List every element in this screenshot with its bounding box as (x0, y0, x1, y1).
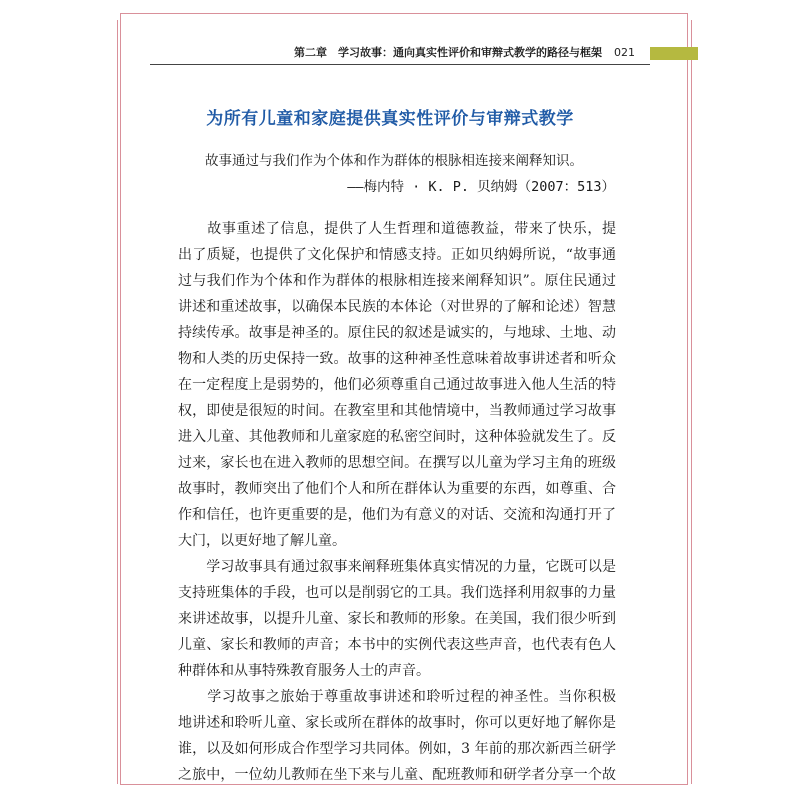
text-line: 过与我们作为个体和作为群体的根脉相连接来阐释知识”。原住民通过 (178, 273, 616, 289)
epigraph-quote: 故事通过与我们作为个体和作为群体的根脉相连接来阐释知识。 (205, 153, 583, 169)
text-line: 谁，以及如何形成合作型学习共同体。例如，3 年前的那次新西兰研学 (178, 741, 616, 757)
chapter-tab-marker (650, 47, 698, 60)
body-text (178, 216, 616, 788)
text-line: 在一定程度上是弱势的，他们必须尊重自己通过故事进入他人生活的特 (178, 377, 616, 393)
section-title: 为所有儿童和家庭提供真实性评价与审辩式教学 (206, 109, 574, 129)
text-line: 故事时，教师突出了他们个人和所在群体认为重要的东西，如尊重、合 (178, 481, 616, 497)
text-line: 大门，以更好地了解儿童。 (178, 533, 346, 549)
text-line: 出了质疑，也提供了文化保护和情感支持。正如贝纳姆所说，“故事通 (178, 247, 616, 263)
epigraph-attribution: ——梅内特 · K. P. 贝纳姆（2007：513） (347, 179, 615, 195)
text-line: 持续传承。故事是神圣的。原住民的叙述是诚实的，与地球、土地、动 (178, 325, 616, 341)
epigraph (205, 148, 615, 200)
paragraph (178, 216, 616, 554)
text-line: 物和人类的历史保持一致。故事的这种神圣性意味着故事讲述者和听众 (178, 351, 616, 367)
text-line: 作和信任，也许更重要的是，他们为有意义的对话、交流和沟通打开了 (178, 507, 616, 523)
text-line: 故事重述了信息，提供了人生哲理和道德教益，带来了快乐，提 (178, 221, 616, 237)
header-rule (150, 64, 650, 65)
text-line: 进入儿童、其他教师和儿童家庭的私密空间时，这种体验就发生了。反 (178, 429, 616, 445)
text-line: 之旅中，一位幼儿教师在坐下来与儿童、配班教师和研学者分享一个故 (178, 767, 616, 783)
page-number: 021 (614, 46, 635, 59)
text-line: 来讲述故事，以提升儿童、家长和教师的形象。在美国，我们很少听到 (178, 611, 616, 627)
text-line: 过来，家长也在进入教师的思想空间。在撰写以儿童为学习主角的班级 (178, 455, 616, 471)
text-line: 种群体和从事特殊教育服务人士的声音。 (178, 663, 430, 679)
running-header (150, 43, 635, 63)
text-line: 支持班集体的手段，也可以是削弱它的工具。我们选择利用叙事的力量 (178, 585, 616, 601)
paragraph (178, 554, 616, 684)
text-line: 权，即使是很短的时间。在教室里和其他情境中，当教师通过学习故事 (178, 403, 616, 419)
text-line: 地讲述和聆听儿童、家长或所在群体的故事时，你可以更好地了解你是 (178, 715, 616, 731)
chapter-title: 第二章 学习故事：通向真实性评价和审辩式教学的路径与框架 (294, 46, 602, 59)
paragraph (178, 684, 616, 788)
text-line: 讲述和重述故事，以确保本民族的本体论（对世界的了解和论述）智慧 (178, 299, 616, 315)
text-line: 学习故事具有通过叙事来阐释班集体真实情况的力量，它既可以是 (178, 559, 616, 575)
text-line: 儿童、家长和教师的声音；本书中的实例代表这些声音，也代表有色人 (178, 637, 616, 653)
text-line: 学习故事之旅始于尊重故事讲述和聆听过程的神圣性。当你积极 (178, 689, 616, 705)
